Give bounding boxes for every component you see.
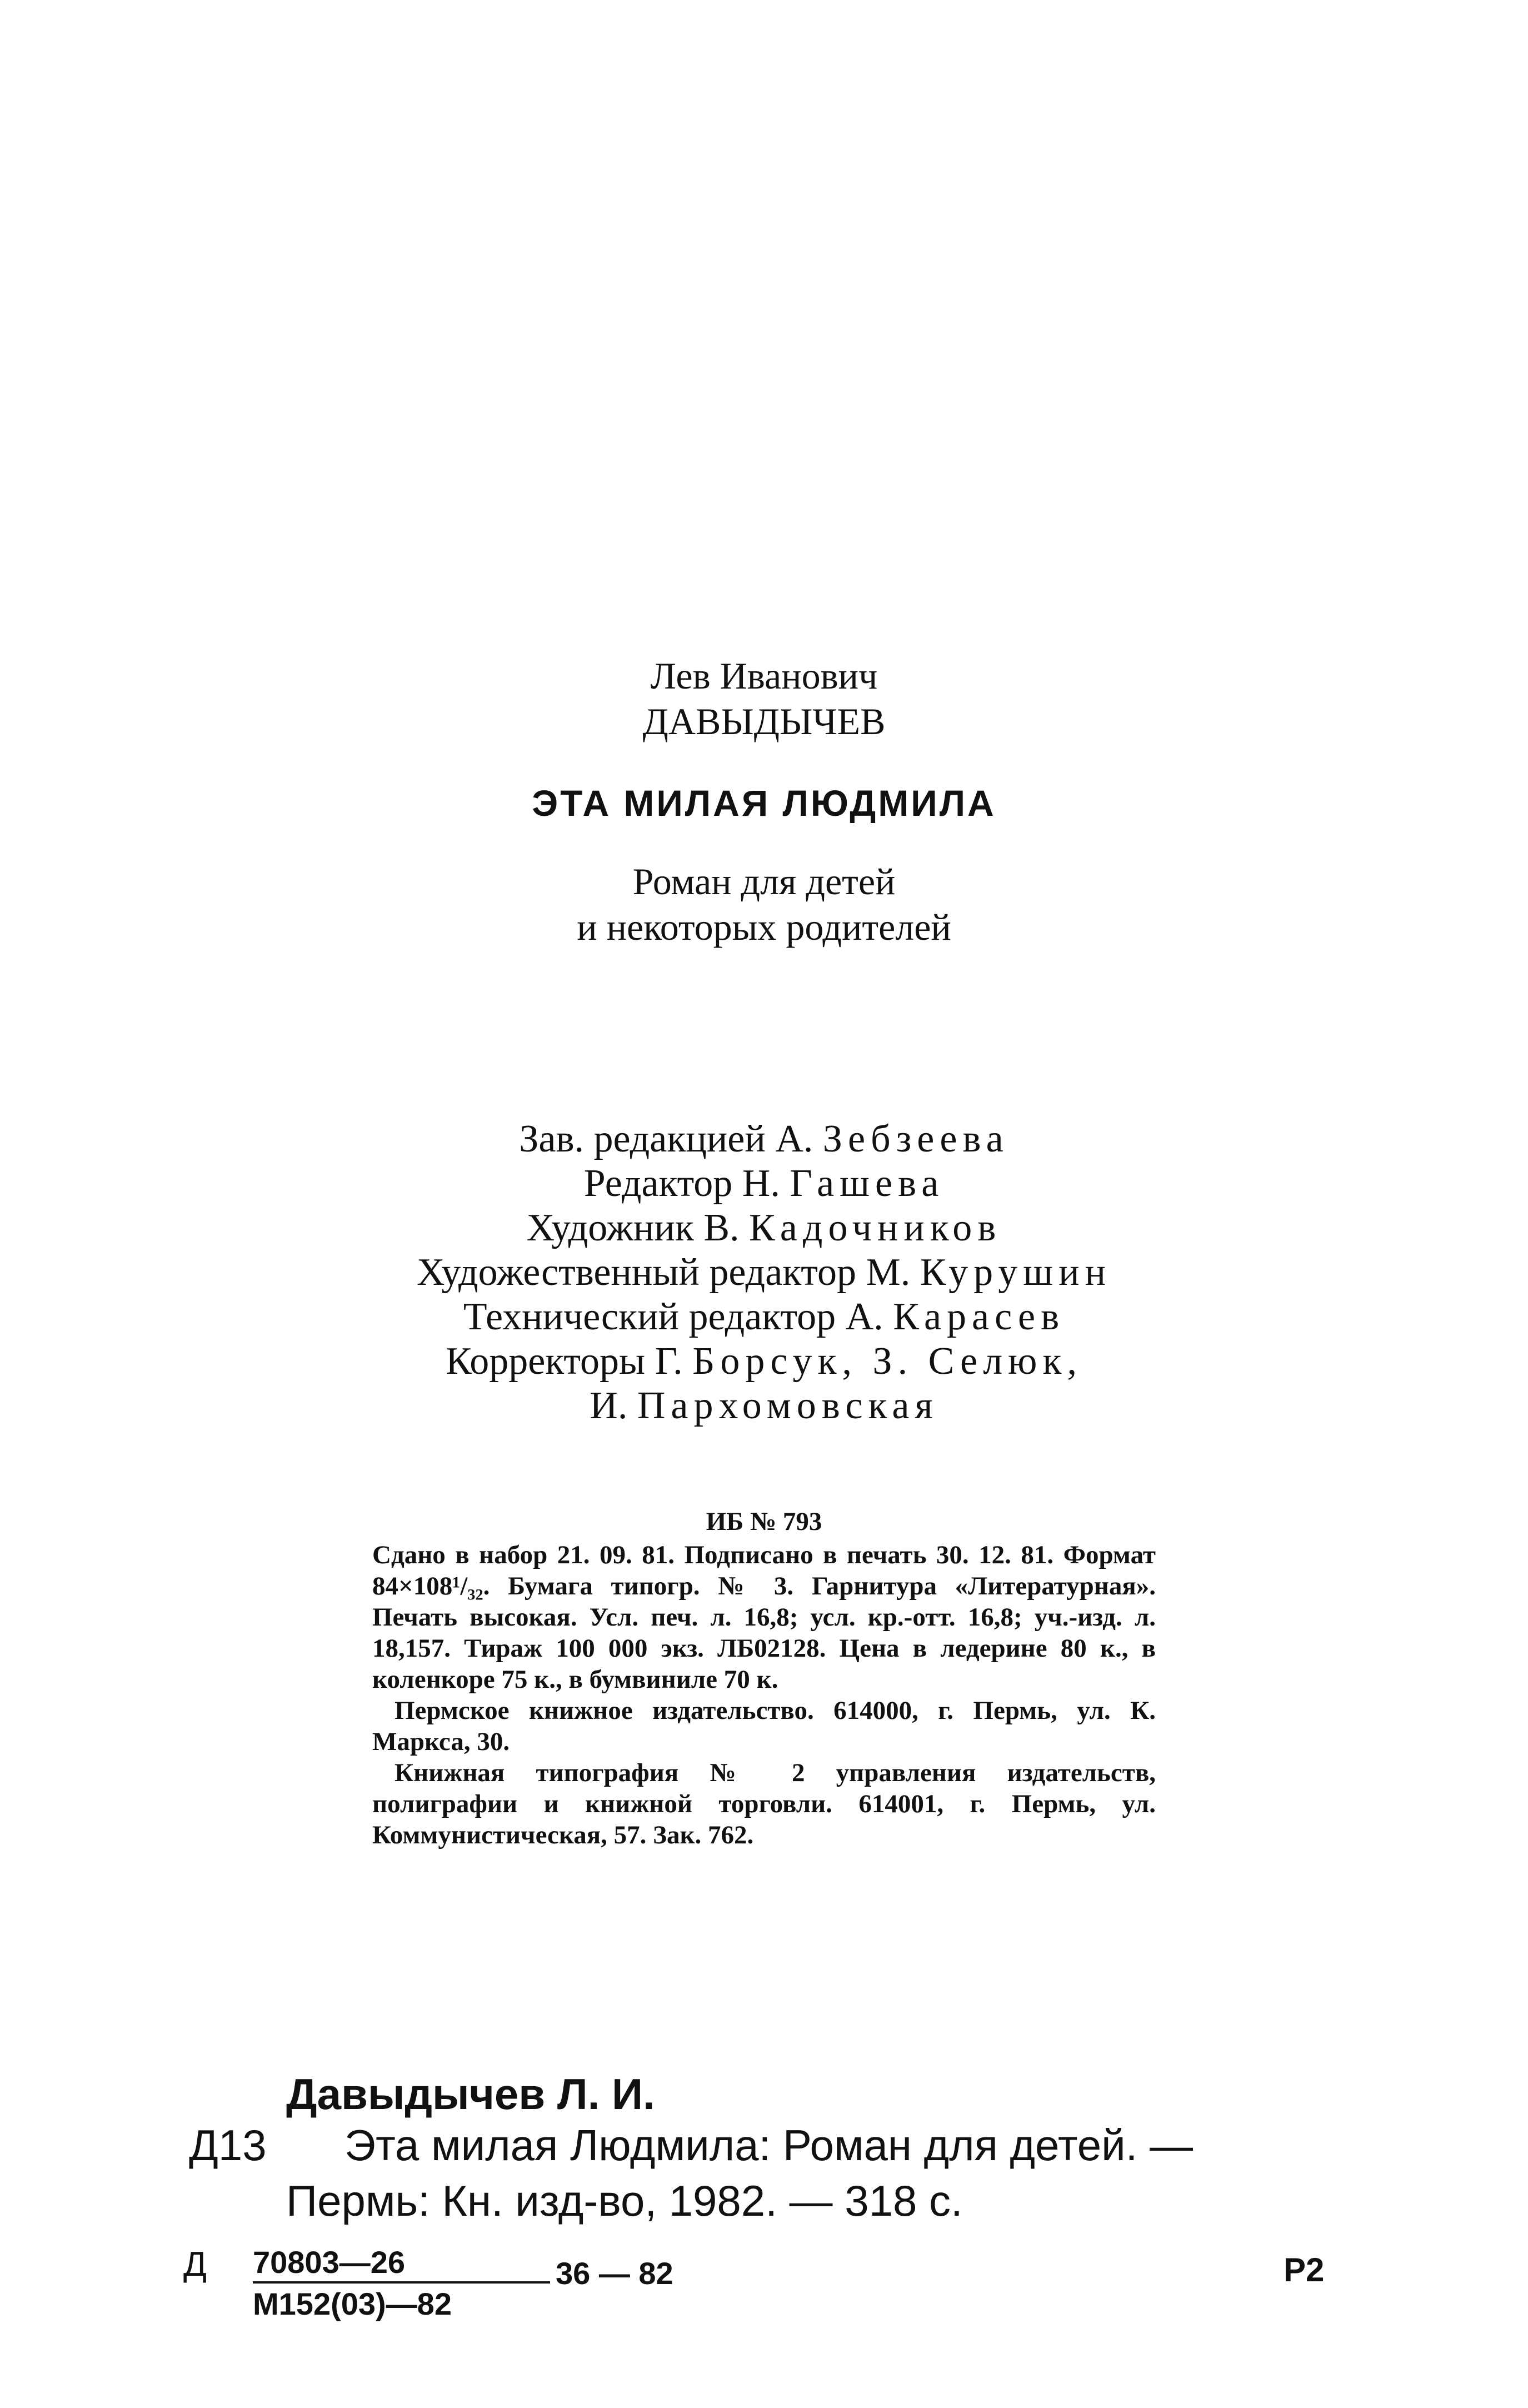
credit-line xyxy=(0,1250,1528,1295)
bbk-code: Р2 xyxy=(1284,2251,1325,2289)
catalog-card-author: Давыдычев Л. И. xyxy=(286,2070,655,2118)
credit-line xyxy=(0,1384,1528,1428)
imprint-block xyxy=(372,1506,1156,1851)
credit-name: Зебзеева xyxy=(822,1118,1009,1160)
catalog-index-numerator: 70803—26 xyxy=(253,2245,406,2280)
credit-role: Художественный редактор М. xyxy=(416,1251,911,1294)
catalog-class-letter: Д xyxy=(183,2245,207,2284)
book-subtitle xyxy=(0,859,1528,950)
credit-role: Редактор Н. xyxy=(583,1162,780,1205)
credit-line xyxy=(0,1117,1528,1161)
fraction-divider xyxy=(253,2281,550,2284)
catalog-card-publication-line: Пермь: Кн. изд-во, 1982. — 318 с. xyxy=(286,2176,963,2225)
author-surname: ДАВЫДЫЧЕВ xyxy=(642,700,886,742)
credit-role: Зав. редакцией А. xyxy=(519,1118,813,1160)
imprint-printer: Книжная типография № 2 управления издательств, полиграфии и книжной торговли. 614001, г. Пермь, ул. Коммунистическая, 57. Зак. 762. xyxy=(372,1758,1156,1849)
credit-role: И. xyxy=(590,1384,628,1427)
credit-line xyxy=(0,1295,1528,1339)
credit-name: Карасев xyxy=(893,1295,1065,1338)
catalog-card-title-line: Эта милая Людмила: Роман для детей. — xyxy=(344,2121,1193,2170)
imprint-publisher: Пермское книжное издательство. 614000, г. Пермь, ул. К. Маркса, 30. xyxy=(372,1696,1156,1756)
credit-line xyxy=(0,1206,1528,1250)
catalog-card-code: Д13 xyxy=(189,2121,267,2170)
credit-line xyxy=(0,1161,1528,1206)
book-title: ЭТА МИЛАЯ ЛЮДМИЛА xyxy=(532,782,996,824)
credits-list xyxy=(0,1117,1528,1428)
credit-name: Борсук, З. Селюк, xyxy=(692,1340,1082,1383)
credit-line xyxy=(0,1339,1528,1384)
subtitle-line-1: Роман для детей xyxy=(632,860,896,903)
credit-role: Технический редактор А. xyxy=(463,1295,883,1338)
author-first-name: Лев Иванович xyxy=(650,655,878,697)
credit-name: Курушин xyxy=(920,1251,1112,1294)
author-block xyxy=(0,653,1528,744)
catalog-index-suffix: 36 — 82 xyxy=(556,2256,673,2291)
ib-number: ИБ № 793 xyxy=(706,1507,822,1536)
credit-name: Пархомовская xyxy=(637,1384,938,1427)
credit-role: Корректоры Г. xyxy=(446,1340,683,1383)
credit-name: Кадочников xyxy=(749,1207,1002,1249)
subtitle-line-2: и некоторых родителей xyxy=(577,906,951,948)
credit-name: Гашева xyxy=(790,1162,945,1205)
catalog-index-denominator: М152(03)—82 xyxy=(253,2286,452,2321)
imprint-print-details: Сдано в набор 21. 09. 81. Подписано в печать 30. 12. 81. Формат 84×108¹/₃₂. Бумага типогр. № 3. Гарнитура «Литературная». Печать высокая. Усл. печ. л. 16,8; усл. кр.-отт. 16,8; уч.-изд. л. 18,157. Тираж 100 000 экз. ЛБ02128. Цена в ледерине 80 к., в коленкоре 75 к., в бумвиниле 70 к. xyxy=(372,1540,1156,1694)
credit-role: Художник В. xyxy=(526,1207,740,1249)
